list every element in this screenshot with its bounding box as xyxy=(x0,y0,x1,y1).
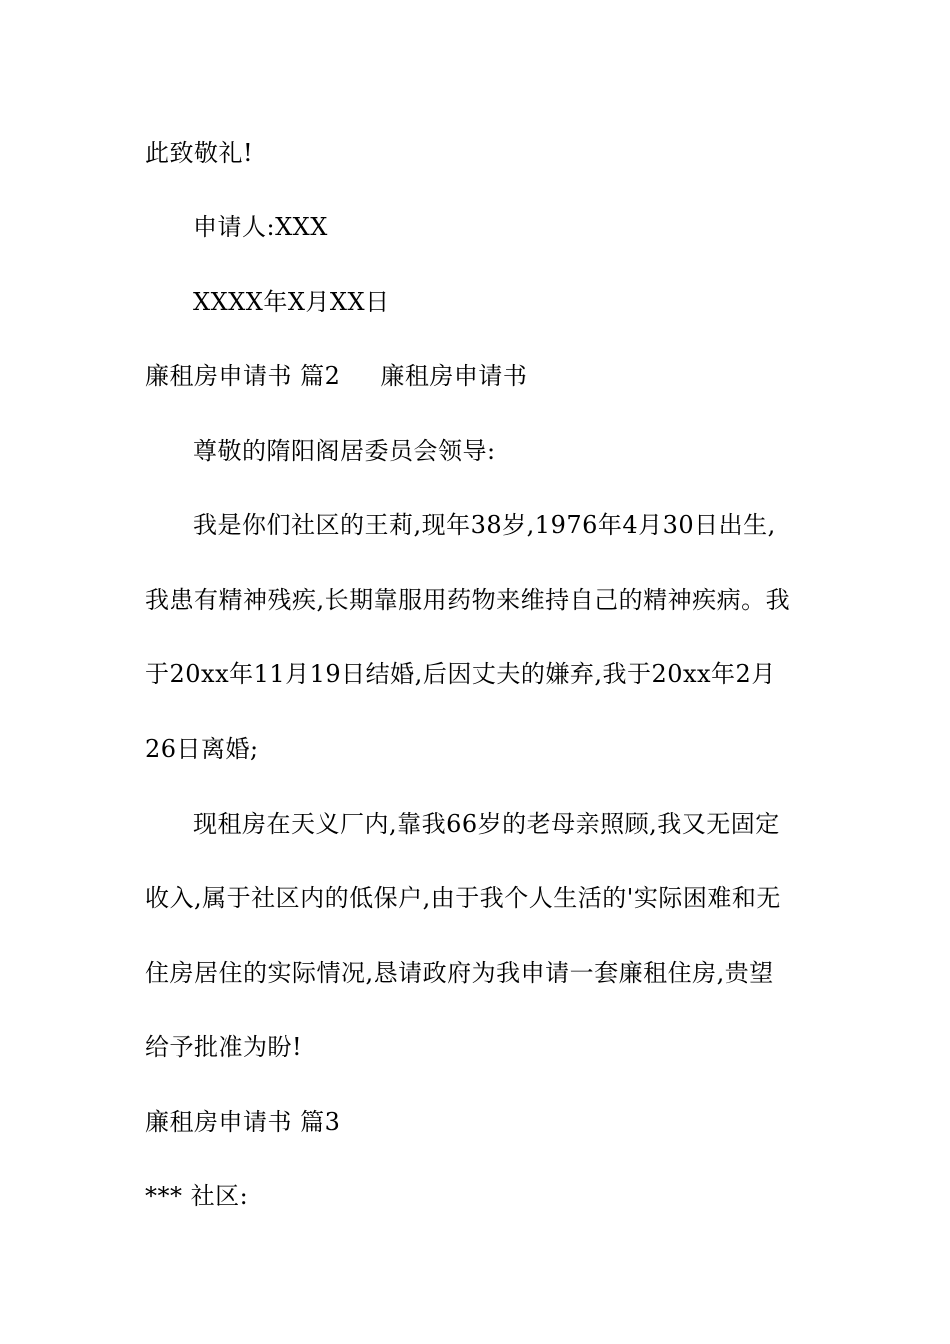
paragraph-line: 于20xx年11月19日结婚,后因丈夫的嫌弃,我于20xx年2月 xyxy=(145,660,776,688)
date-line: XXXX年X月XX日 xyxy=(193,288,390,316)
paragraph-line: 我是你们社区的王莉,现年38岁,1976年4月30日出生, xyxy=(193,511,776,539)
section2-subtitle: 廉租房申请书 xyxy=(380,362,528,390)
paragraph-line: 现租房在天义厂内,靠我66岁的老母亲照顾,我又无固定 xyxy=(193,810,780,838)
applicant-line: 申请人:XXX xyxy=(193,213,328,241)
section2-heading-row xyxy=(145,361,527,391)
section2-heading: 廉租房申请书 篇2 xyxy=(145,362,341,390)
paragraph-line: 住房居住的实际情况,恳请政府为我申请一套廉租住房,贵望 xyxy=(145,959,774,987)
section3-salutation: *** 社区: xyxy=(145,1182,249,1210)
paragraph-line: 我患有精神残疾,长期靠服用药物来维持自己的精神疾病。我 xyxy=(145,586,791,614)
paragraph-line: 给予批准为盼! xyxy=(145,1033,303,1061)
section2-salutation: 尊敬的隋阳阁居委员会领导: xyxy=(193,437,496,465)
paragraph-line: 收入,属于社区内的低保户,由于我个人生活的'实际困难和无 xyxy=(145,884,781,912)
paragraph-line: 26日离婚; xyxy=(145,735,259,763)
closing-line: 此致敬礼! xyxy=(145,139,254,167)
section3-heading: 廉租房申请书 篇3 xyxy=(145,1108,341,1136)
